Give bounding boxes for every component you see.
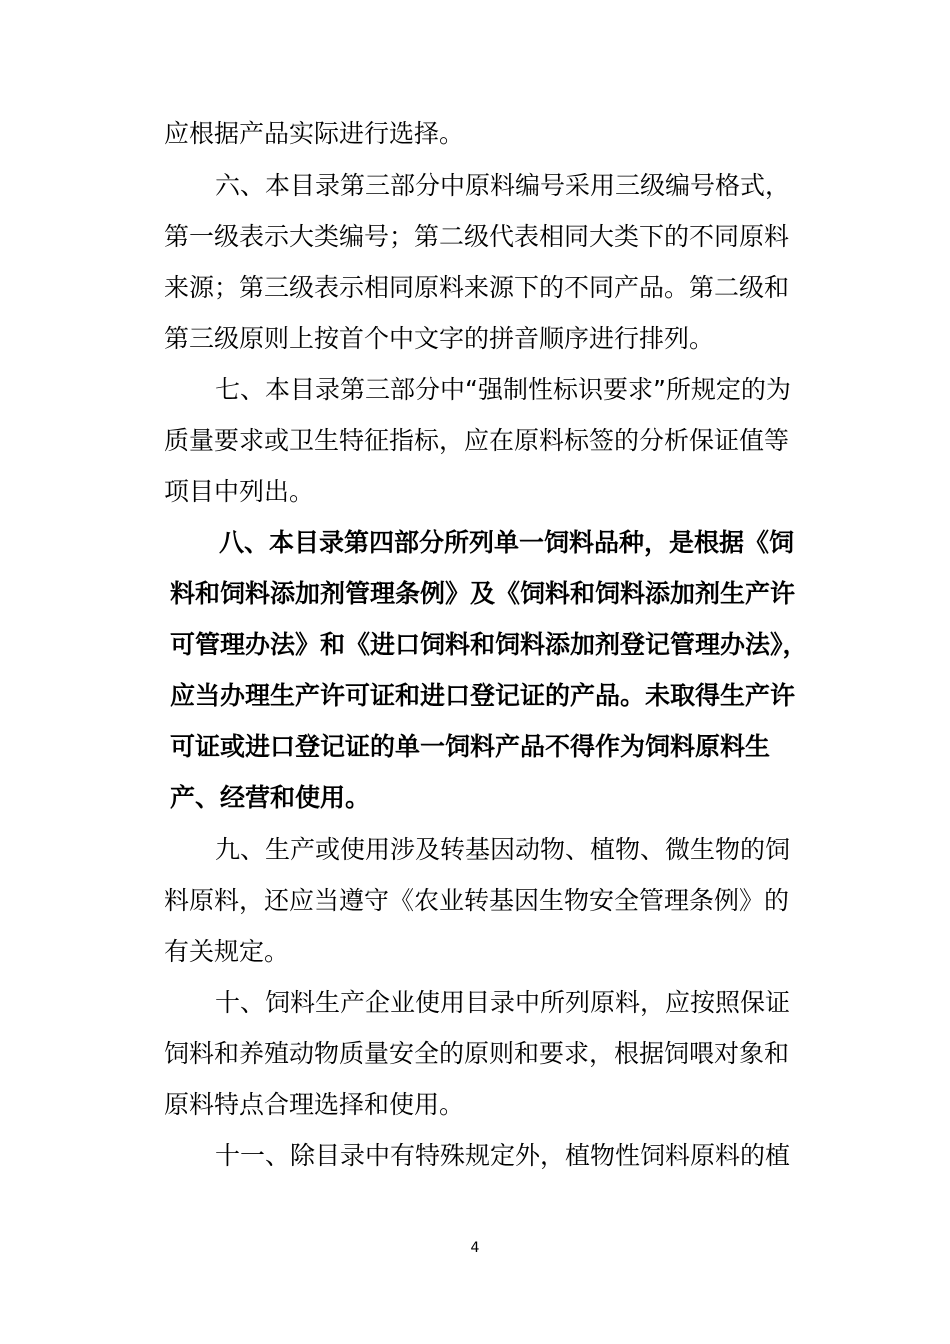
text-line: 七、本目录第三部分中“强制性标识要求”所规定的为 [215,375,791,404]
text-line: 十、饲料生产企业使用目录中所列原料，应按照保证 [215,988,791,1017]
text-line-bold: 可管理办法》和《进口饲料和饲料添加剂登记管理办法》， [170,630,808,659]
text-line-bold: 八、本目录第四部分所列单一饲料品种，是根据《饲 [219,528,795,557]
text-line: 来源；第三级表示相同原料来源下的不同产品。第二级和 [164,273,790,302]
text-line: 质量要求或卫生特征指标，应在原料标签的分析保证值等 [164,426,790,455]
text-line: 应根据产品实际进行选择。 [164,119,465,148]
text-line-bold: 产、经营和使用。 [170,783,371,812]
text-line: 项目中列出。 [164,477,315,506]
text-line-bold: 应当办理生产许可证和进口登记证的产品。未取得生产许 [170,681,796,710]
text-line: 十一、除目录中有特殊规定外，植物性饲料原料的植 [215,1141,791,1170]
text-line: 原料特点合理选择和使用。 [164,1090,465,1119]
text-line: 六、本目录第三部分中原料编号采用三级编号格式， [215,171,791,200]
text-line: 第三级原则上按首个中文字的拼音顺序进行排列。 [164,324,715,353]
text-line: 九、生产或使用涉及转基因动物、植物、微生物的饲 [215,835,791,864]
text-line: 有关规定。 [164,937,290,966]
text-line-bold: 料和饲料添加剂管理条例》及《饲料和饲料添加剂生产许 [170,579,796,608]
text-line-bold: 可证或进口登记证的单一饲料产品不得作为饲料原料生 [170,732,771,761]
text-line: 第一级表示大类编号；第二级代表相同大类下的不同原料 [164,222,790,251]
page-number: 4 [470,1240,480,1256]
text-line: 料原料，还应当遵守《农业转基因生物安全管理条例》的 [164,886,790,915]
text-line: 饲料和养殖动物质量安全的原则和要求，根据饲喂对象和 [164,1039,790,1068]
